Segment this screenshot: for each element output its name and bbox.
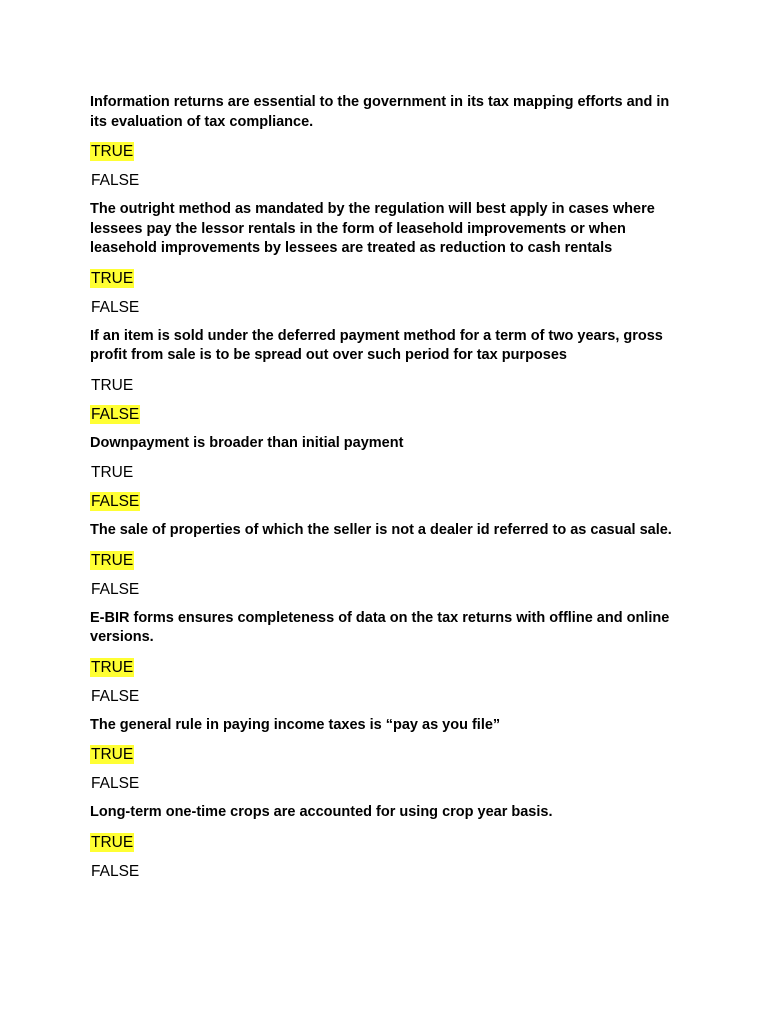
option-label: TRUE [91,658,134,676]
question-block-5 [90,521,690,599]
option-label: FALSE [91,775,140,792]
option-label: FALSE [91,298,140,316]
option-false[interactable] [90,862,690,881]
option-label: TRUE [91,143,134,160]
option-false[interactable] [90,492,690,511]
question-text: Information returns are essential to the government in its tax mapping efforts and in its evaluation of tax compliance. [90,94,670,130]
option-label: TRUE [91,551,134,569]
question-text: The general rule in paying income taxes is “pay as you file” [90,716,501,733]
option-label: TRUE [91,833,134,851]
option-false[interactable] [90,298,690,317]
option-true[interactable] [90,833,690,852]
question-block-3 [90,327,690,424]
option-false[interactable] [90,171,690,190]
question-text: Long-term one-time crops are accounted for using crop year basis. [90,804,553,820]
option-label: TRUE [91,464,134,481]
option-true[interactable] [90,463,690,482]
question-block-4 [90,434,690,512]
option-true[interactable] [90,745,690,764]
option-true[interactable] [90,376,690,395]
option-label: FALSE [91,405,140,423]
question-block-7 [90,716,690,794]
question-text: The outright method as mandated by the regulation will best apply in cases where lessees pay the lessor rentals in the form of leasehold improvements or when leasehold improvements by lessees are treated as reduction to cash rentals [90,201,655,256]
option-false[interactable] [90,687,690,706]
option-true[interactable] [90,269,690,288]
option-label: TRUE [91,746,134,763]
question-block-1 [90,93,690,190]
option-label: FALSE [91,862,140,880]
question-block-8 [90,803,690,881]
question-block-2 [90,200,690,317]
question-text: If an item is sold under the deferred payment method for a term of two years, gross profit from sale is to be spread out over such period for tax purposes [90,327,663,363]
option-true[interactable] [90,551,690,570]
option-label: FALSE [91,172,140,189]
option-false[interactable] [90,580,690,599]
option-false[interactable] [90,405,690,424]
option-label: TRUE [91,269,134,287]
option-label: FALSE [91,580,140,598]
option-label: FALSE [91,493,140,510]
option-false[interactable] [90,774,690,793]
option-label: TRUE [91,376,134,394]
option-true[interactable] [90,142,690,161]
question-block-6 [90,609,690,706]
question-text: Downpayment is broader than initial payment [90,434,404,451]
quiz-document [90,93,690,891]
option-label: FALSE [91,687,140,705]
question-text: E-BIR forms ensures completeness of data on the tax returns with offline and online versions. [90,609,670,645]
question-text: The sale of properties of which the seller is not a dealer id referred to as casual sale. [90,522,672,538]
option-true[interactable] [90,658,690,677]
